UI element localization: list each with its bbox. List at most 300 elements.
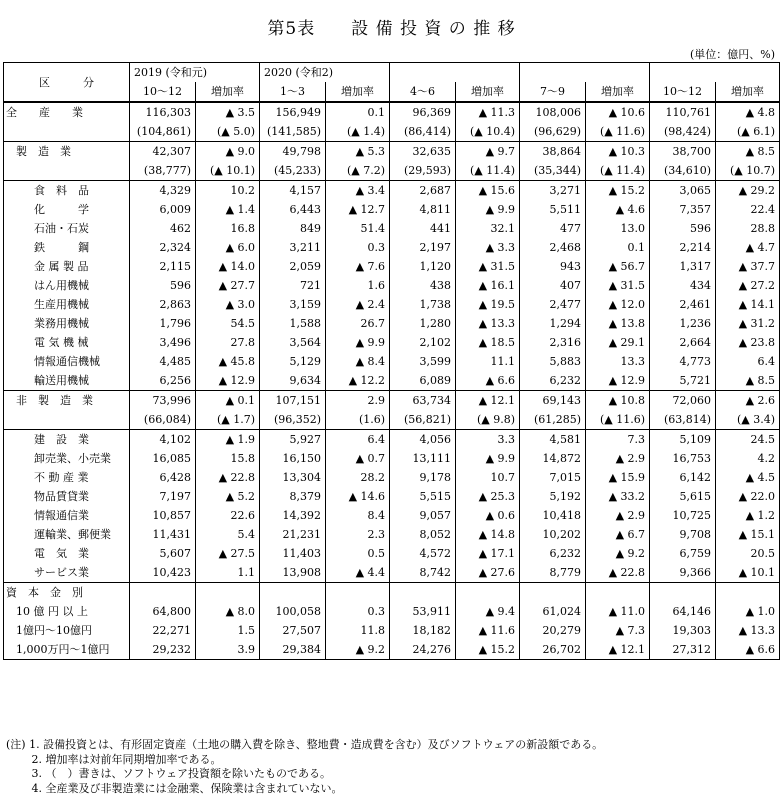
value-cell: 26,702 bbox=[520, 640, 586, 660]
value-cell: 1,294 bbox=[520, 314, 586, 333]
value-cell: 5,192 bbox=[520, 487, 586, 506]
value-cell: 5,129 bbox=[260, 352, 326, 371]
growth-cell: 15.8 bbox=[196, 449, 260, 468]
growth-cell: ▲ 10.1 bbox=[716, 563, 780, 583]
value-cell: 63,734 bbox=[390, 391, 456, 411]
growth-cell: ▲ 15.2 bbox=[456, 640, 520, 660]
table-row bbox=[4, 525, 780, 544]
growth-cell: ▲ 12.1 bbox=[586, 640, 650, 660]
row-label: 卸売業、小売業 bbox=[4, 449, 130, 468]
growth-cell: (▲ 11.6) bbox=[586, 122, 650, 142]
row-label: 石油・石炭 bbox=[4, 219, 130, 238]
value-cell: 7,357 bbox=[650, 200, 716, 219]
footnote: 3. （ ）書きは、ソフトウェア投資額を除いたものである。 bbox=[6, 767, 332, 780]
growth-cell: 54.5 bbox=[196, 314, 260, 333]
growth-cell: 20.5 bbox=[716, 544, 780, 563]
growth-cell: ▲ 1.0 bbox=[716, 602, 780, 621]
growth-cell: ▲ 27.2 bbox=[716, 276, 780, 295]
growth-cell: ▲ 4.6 bbox=[586, 200, 650, 219]
value-cell: 20,279 bbox=[520, 621, 586, 640]
growth-cell: ▲ 22.0 bbox=[716, 487, 780, 506]
growth-cell: ▲ 22.8 bbox=[196, 468, 260, 487]
growth-cell: ▲ 1.4 bbox=[196, 200, 260, 219]
value-cell: (35,344) bbox=[520, 161, 586, 181]
table-row bbox=[4, 410, 780, 430]
growth-cell: ▲ 2.9 bbox=[586, 449, 650, 468]
row-label bbox=[4, 161, 130, 181]
value-cell: 29,232 bbox=[130, 640, 196, 660]
growth-cell: ▲ 12.7 bbox=[326, 200, 390, 219]
growth-cell: ▲ 13.8 bbox=[586, 314, 650, 333]
value-cell: 4,773 bbox=[650, 352, 716, 371]
value-cell: 4,102 bbox=[130, 430, 196, 450]
growth-cell: ▲ 7.3 bbox=[586, 621, 650, 640]
value-cell: (38,777) bbox=[130, 161, 196, 181]
value-cell: 29,384 bbox=[260, 640, 326, 660]
growth-cell: 4.2 bbox=[716, 449, 780, 468]
value-cell: 100,058 bbox=[260, 602, 326, 621]
value-cell: (141,585) bbox=[260, 122, 326, 142]
growth-cell: 7.3 bbox=[586, 430, 650, 450]
growth-cell: ▲ 0.7 bbox=[326, 449, 390, 468]
growth-cell: ▲ 2.6 bbox=[716, 391, 780, 411]
value-cell: 3,271 bbox=[520, 181, 586, 201]
row-label: 1億円～10億円 bbox=[4, 621, 130, 640]
growth-cell: ▲ 0.6 bbox=[456, 506, 520, 525]
footnote: 4. 全産業及び非製造業には金融業、保険業は含まれていない。 bbox=[6, 781, 343, 795]
value-cell: 441 bbox=[390, 219, 456, 238]
growth-cell: ▲ 15.9 bbox=[586, 468, 650, 487]
growth-cell: 28.8 bbox=[716, 219, 780, 238]
growth-cell: (▲ 5.0) bbox=[196, 122, 260, 142]
growth-cell: ▲ 6.6 bbox=[456, 371, 520, 391]
row-label: 食 料 品 bbox=[4, 181, 130, 201]
value-cell: 1,280 bbox=[390, 314, 456, 333]
growth-cell: ▲ 31.2 bbox=[716, 314, 780, 333]
table-body bbox=[4, 102, 780, 660]
period-header: 1～3 bbox=[260, 82, 326, 102]
growth-cell: ▲ 27.7 bbox=[196, 276, 260, 295]
value-cell: 110,761 bbox=[650, 102, 716, 122]
value-cell bbox=[650, 583, 716, 603]
row-label: 全 産 業 bbox=[4, 102, 130, 122]
value-cell: 6,009 bbox=[130, 200, 196, 219]
footnote: 2. 増加率は対前年同期増加率である。 bbox=[6, 752, 222, 766]
value-cell: (56,821) bbox=[390, 410, 456, 430]
value-cell: 3,564 bbox=[260, 333, 326, 352]
growth-cell: ▲ 9.4 bbox=[456, 602, 520, 621]
value-cell: 2,115 bbox=[130, 257, 196, 276]
table-row bbox=[4, 333, 780, 352]
growth-cell: ▲ 9.9 bbox=[456, 200, 520, 219]
value-cell: 6,443 bbox=[260, 200, 326, 219]
value-cell: 27,312 bbox=[650, 640, 716, 660]
value-cell: 7,015 bbox=[520, 468, 586, 487]
growth-cell: ▲ 3.4 bbox=[326, 181, 390, 201]
growth-cell: 22.6 bbox=[196, 506, 260, 525]
value-cell: 1,120 bbox=[390, 257, 456, 276]
value-cell: 434 bbox=[650, 276, 716, 295]
value-cell: 9,708 bbox=[650, 525, 716, 544]
value-cell: 116,303 bbox=[130, 102, 196, 122]
table-row bbox=[4, 314, 780, 333]
growth-cell: (▲ 1.4) bbox=[326, 122, 390, 142]
value-cell: 10,418 bbox=[520, 506, 586, 525]
value-cell: 5,615 bbox=[650, 487, 716, 506]
growth-cell bbox=[196, 583, 260, 603]
value-cell: 16,150 bbox=[260, 449, 326, 468]
growth-cell: 24.5 bbox=[716, 430, 780, 450]
value-cell: 596 bbox=[130, 276, 196, 295]
row-label: 1,000万円～1億円 bbox=[4, 640, 130, 660]
value-cell: 407 bbox=[520, 276, 586, 295]
value-cell: 6,428 bbox=[130, 468, 196, 487]
value-cell: 9,178 bbox=[390, 468, 456, 487]
growth-cell: ▲ 4.7 bbox=[716, 238, 780, 257]
category-header: 区 分 bbox=[4, 63, 130, 103]
growth-cell: ▲ 12.2 bbox=[326, 371, 390, 391]
row-label: はん用機械 bbox=[4, 276, 130, 295]
growth-cell: ▲ 9.9 bbox=[456, 449, 520, 468]
footnotes bbox=[6, 738, 603, 796]
table-row bbox=[4, 295, 780, 314]
growth-cell: ▲ 23.8 bbox=[716, 333, 780, 352]
value-cell: 19,303 bbox=[650, 621, 716, 640]
row-label: 化 学 bbox=[4, 200, 130, 219]
value-cell bbox=[130, 583, 196, 603]
growth-cell: ▲ 19.5 bbox=[456, 295, 520, 314]
growth-cell: (▲ 1.7) bbox=[196, 410, 260, 430]
table-row bbox=[4, 102, 780, 122]
value-cell: 2,197 bbox=[390, 238, 456, 257]
growth-cell bbox=[586, 583, 650, 603]
value-cell: 53,911 bbox=[390, 602, 456, 621]
value-cell: 2,316 bbox=[520, 333, 586, 352]
value-cell: 4,811 bbox=[390, 200, 456, 219]
value-cell: 16,753 bbox=[650, 449, 716, 468]
growth-cell: 13.3 bbox=[586, 352, 650, 371]
value-cell: 2,461 bbox=[650, 295, 716, 314]
growth-cell: ▲ 56.7 bbox=[586, 257, 650, 276]
growth-cell: ▲ 11.3 bbox=[456, 102, 520, 122]
value-cell: 596 bbox=[650, 219, 716, 238]
value-cell: 156,949 bbox=[260, 102, 326, 122]
growth-cell: (▲ 7.2) bbox=[326, 161, 390, 181]
value-cell: 1,796 bbox=[130, 314, 196, 333]
growth-cell bbox=[326, 583, 390, 603]
table-row bbox=[4, 468, 780, 487]
value-cell: 42,307 bbox=[130, 142, 196, 162]
value-cell: 22,271 bbox=[130, 621, 196, 640]
growth-cell: ▲ 4.5 bbox=[716, 468, 780, 487]
growth-header: 増加率 bbox=[326, 82, 390, 102]
growth-cell: ▲ 14.8 bbox=[456, 525, 520, 544]
row-label: 情報通信業 bbox=[4, 506, 130, 525]
growth-cell: ▲ 5.2 bbox=[196, 487, 260, 506]
growth-cell: ▲ 14.1 bbox=[716, 295, 780, 314]
value-cell: 11,431 bbox=[130, 525, 196, 544]
growth-cell: ▲ 8.4 bbox=[326, 352, 390, 371]
growth-cell: 16.8 bbox=[196, 219, 260, 238]
growth-cell: (▲ 10.1) bbox=[196, 161, 260, 181]
row-label: 鉄 鋼 bbox=[4, 238, 130, 257]
value-cell: 38,864 bbox=[520, 142, 586, 162]
growth-cell: 6.4 bbox=[326, 430, 390, 450]
value-cell: 4,056 bbox=[390, 430, 456, 450]
growth-cell: 0.1 bbox=[586, 238, 650, 257]
growth-cell: ▲ 31.5 bbox=[586, 276, 650, 295]
table-row bbox=[4, 142, 780, 162]
value-cell: 2,214 bbox=[650, 238, 716, 257]
growth-cell: ▲ 29.1 bbox=[586, 333, 650, 352]
value-cell: 6,142 bbox=[650, 468, 716, 487]
table-row bbox=[4, 506, 780, 525]
year-2020-header: 2020 (令和2) bbox=[260, 63, 390, 83]
growth-cell: 26.7 bbox=[326, 314, 390, 333]
unit-label: (単位：億円、%) bbox=[689, 48, 775, 61]
value-cell: 8,052 bbox=[390, 525, 456, 544]
growth-cell: ▲ 4.4 bbox=[326, 563, 390, 583]
table-row bbox=[4, 583, 780, 603]
growth-cell: ▲ 8.5 bbox=[716, 142, 780, 162]
value-cell: 16,085 bbox=[130, 449, 196, 468]
footnote: (注) 1. 設備投資とは、有形固定資産（土地の購入費を除き、整地費・造成費を含む）及びソフトウェアの新設額である。 bbox=[6, 738, 604, 751]
growth-cell: ▲ 1.9 bbox=[196, 430, 260, 450]
row-label: 製 造 業 bbox=[4, 142, 130, 162]
table-row bbox=[4, 161, 780, 181]
growth-cell: ▲ 11.6 bbox=[456, 621, 520, 640]
row-label: 10 億 円 以 上 bbox=[4, 602, 130, 621]
value-cell: 438 bbox=[390, 276, 456, 295]
value-cell: 2,102 bbox=[390, 333, 456, 352]
value-cell: 64,800 bbox=[130, 602, 196, 621]
value-cell: 5,515 bbox=[390, 487, 456, 506]
period-header: 10～12 bbox=[650, 82, 716, 102]
growth-cell: ▲ 6.7 bbox=[586, 525, 650, 544]
value-cell: 13,908 bbox=[260, 563, 326, 583]
growth-cell: 5.4 bbox=[196, 525, 260, 544]
value-cell: 2,468 bbox=[520, 238, 586, 257]
growth-cell: 0.3 bbox=[326, 602, 390, 621]
table-row bbox=[4, 544, 780, 563]
value-cell: 6,089 bbox=[390, 371, 456, 391]
growth-cell: (▲ 3.4) bbox=[716, 410, 780, 430]
growth-cell: 0.1 bbox=[326, 102, 390, 122]
row-label: 電 気 機 械 bbox=[4, 333, 130, 352]
row-label: 物品賃貸業 bbox=[4, 487, 130, 506]
growth-cell: 6.4 bbox=[716, 352, 780, 371]
page-title: 第5表 設 備 投 資 の 推 移 bbox=[267, 19, 516, 39]
growth-cell: 0.3 bbox=[326, 238, 390, 257]
value-cell: (29,593) bbox=[390, 161, 456, 181]
value-cell: 10,725 bbox=[650, 506, 716, 525]
value-cell: 27,507 bbox=[260, 621, 326, 640]
value-cell: 2,059 bbox=[260, 257, 326, 276]
value-cell: 9,634 bbox=[260, 371, 326, 391]
growth-header: 増加率 bbox=[716, 82, 780, 102]
value-cell: 4,581 bbox=[520, 430, 586, 450]
growth-cell: (▲ 9.8) bbox=[456, 410, 520, 430]
row-label: 業務用機械 bbox=[4, 314, 130, 333]
value-cell: (45,233) bbox=[260, 161, 326, 181]
growth-cell: (▲ 10.4) bbox=[456, 122, 520, 142]
growth-cell: (▲ 6.1) bbox=[716, 122, 780, 142]
table-row bbox=[4, 563, 780, 583]
value-cell: 72,060 bbox=[650, 391, 716, 411]
growth-cell: 2.3 bbox=[326, 525, 390, 544]
growth-cell: ▲ 16.1 bbox=[456, 276, 520, 295]
value-cell: (66,084) bbox=[130, 410, 196, 430]
growth-cell: 3.3 bbox=[456, 430, 520, 450]
value-cell: 721 bbox=[260, 276, 326, 295]
value-cell: 2,863 bbox=[130, 295, 196, 314]
value-cell: 5,511 bbox=[520, 200, 586, 219]
value-cell: 6,256 bbox=[130, 371, 196, 391]
value-cell: 10,423 bbox=[130, 563, 196, 583]
growth-cell: ▲ 9.0 bbox=[196, 142, 260, 162]
growth-cell: ▲ 15.1 bbox=[716, 525, 780, 544]
growth-cell: (▲ 11.6) bbox=[586, 410, 650, 430]
value-cell: 477 bbox=[520, 219, 586, 238]
header-row-years bbox=[4, 63, 780, 83]
growth-cell: 27.8 bbox=[196, 333, 260, 352]
growth-cell: ▲ 0.1 bbox=[196, 391, 260, 411]
value-cell bbox=[520, 583, 586, 603]
value-cell: 4,329 bbox=[130, 181, 196, 201]
value-cell bbox=[260, 583, 326, 603]
value-cell: 11,403 bbox=[260, 544, 326, 563]
value-cell: 107,151 bbox=[260, 391, 326, 411]
growth-cell: ▲ 11.0 bbox=[586, 602, 650, 621]
growth-cell: ▲ 9.2 bbox=[326, 640, 390, 660]
table-row bbox=[4, 200, 780, 219]
table-row bbox=[4, 352, 780, 371]
value-cell: 1,236 bbox=[650, 314, 716, 333]
value-cell: 1,588 bbox=[260, 314, 326, 333]
growth-cell: ▲ 8.5 bbox=[716, 371, 780, 391]
value-cell: 14,872 bbox=[520, 449, 586, 468]
growth-cell: ▲ 2.4 bbox=[326, 295, 390, 314]
value-cell: 9,057 bbox=[390, 506, 456, 525]
value-cell: 6,232 bbox=[520, 371, 586, 391]
value-cell: 13,111 bbox=[390, 449, 456, 468]
growth-cell: ▲ 9.7 bbox=[456, 142, 520, 162]
value-cell: 9,366 bbox=[650, 563, 716, 583]
table-row bbox=[4, 602, 780, 621]
row-label: 不 動 産 業 bbox=[4, 468, 130, 487]
growth-cell: 1.1 bbox=[196, 563, 260, 583]
value-cell: 10,857 bbox=[130, 506, 196, 525]
value-cell: 21,231 bbox=[260, 525, 326, 544]
value-cell: (96,352) bbox=[260, 410, 326, 430]
growth-cell: 13.0 bbox=[586, 219, 650, 238]
growth-cell: ▲ 9.2 bbox=[586, 544, 650, 563]
row-label: 金 属 製 品 bbox=[4, 257, 130, 276]
value-cell: 5,109 bbox=[650, 430, 716, 450]
growth-cell: ▲ 45.8 bbox=[196, 352, 260, 371]
growth-cell: ▲ 29.2 bbox=[716, 181, 780, 201]
value-cell: (63,814) bbox=[650, 410, 716, 430]
period-header: 10～12 bbox=[130, 82, 196, 102]
row-label bbox=[4, 122, 130, 142]
value-cell: (96,629) bbox=[520, 122, 586, 142]
period-header: 7～9 bbox=[520, 82, 586, 102]
value-cell: 849 bbox=[260, 219, 326, 238]
value-cell: 73,996 bbox=[130, 391, 196, 411]
value-cell: (104,861) bbox=[130, 122, 196, 142]
growth-cell: (▲ 10.7) bbox=[716, 161, 780, 181]
table-row bbox=[4, 449, 780, 468]
row-label: 運輸業、郵便業 bbox=[4, 525, 130, 544]
growth-cell: 3.9 bbox=[196, 640, 260, 660]
growth-cell: 28.2 bbox=[326, 468, 390, 487]
growth-cell: ▲ 5.3 bbox=[326, 142, 390, 162]
growth-cell: (1.6) bbox=[326, 410, 390, 430]
growth-cell: ▲ 3.0 bbox=[196, 295, 260, 314]
growth-cell: ▲ 12.0 bbox=[586, 295, 650, 314]
growth-cell: ▲ 12.9 bbox=[586, 371, 650, 391]
row-label: 情報通信機械 bbox=[4, 352, 130, 371]
growth-cell: ▲ 18.5 bbox=[456, 333, 520, 352]
growth-cell: ▲ 3.5 bbox=[196, 102, 260, 122]
row-label: 非 製 造 業 bbox=[4, 391, 130, 411]
value-cell: (61,285) bbox=[520, 410, 586, 430]
table-row bbox=[4, 276, 780, 295]
value-cell: 64,146 bbox=[650, 602, 716, 621]
growth-cell: ▲ 6.6 bbox=[716, 640, 780, 660]
table-row bbox=[4, 487, 780, 506]
value-cell: 943 bbox=[520, 257, 586, 276]
growth-cell: (▲ 11.4) bbox=[586, 161, 650, 181]
year-2019-header: 2019 (令和元) bbox=[130, 63, 260, 83]
growth-cell: ▲ 3.3 bbox=[456, 238, 520, 257]
growth-cell: 0.5 bbox=[326, 544, 390, 563]
value-cell: 61,024 bbox=[520, 602, 586, 621]
growth-cell: ▲ 6.0 bbox=[196, 238, 260, 257]
row-label: サービス業 bbox=[4, 563, 130, 583]
value-cell: 5,607 bbox=[130, 544, 196, 563]
value-cell: (34,610) bbox=[650, 161, 716, 181]
value-cell: 69,143 bbox=[520, 391, 586, 411]
value-cell: 4,572 bbox=[390, 544, 456, 563]
value-cell: 4,485 bbox=[130, 352, 196, 371]
capex-table bbox=[3, 62, 780, 660]
value-cell: 5,927 bbox=[260, 430, 326, 450]
growth-cell: ▲ 1.2 bbox=[716, 506, 780, 525]
growth-header: 増加率 bbox=[456, 82, 520, 102]
value-cell: 32,635 bbox=[390, 142, 456, 162]
table-row bbox=[4, 219, 780, 238]
growth-cell: 8.4 bbox=[326, 506, 390, 525]
value-cell: 38,700 bbox=[650, 142, 716, 162]
value-cell: 2,664 bbox=[650, 333, 716, 352]
growth-cell: ▲ 17.1 bbox=[456, 544, 520, 563]
growth-cell: ▲ 14.6 bbox=[326, 487, 390, 506]
value-cell: 13,304 bbox=[260, 468, 326, 487]
growth-cell: ▲ 25.3 bbox=[456, 487, 520, 506]
growth-cell: 1.5 bbox=[196, 621, 260, 640]
growth-cell: 1.6 bbox=[326, 276, 390, 295]
value-cell: 10,202 bbox=[520, 525, 586, 544]
value-cell: 2,687 bbox=[390, 181, 456, 201]
value-cell: 8,742 bbox=[390, 563, 456, 583]
value-cell: 18,182 bbox=[390, 621, 456, 640]
growth-cell: ▲ 10.6 bbox=[586, 102, 650, 122]
growth-cell: ▲ 37.7 bbox=[716, 257, 780, 276]
growth-cell: ▲ 33.2 bbox=[586, 487, 650, 506]
value-cell: 8,379 bbox=[260, 487, 326, 506]
row-label: 資 本 金 別 bbox=[4, 583, 130, 603]
